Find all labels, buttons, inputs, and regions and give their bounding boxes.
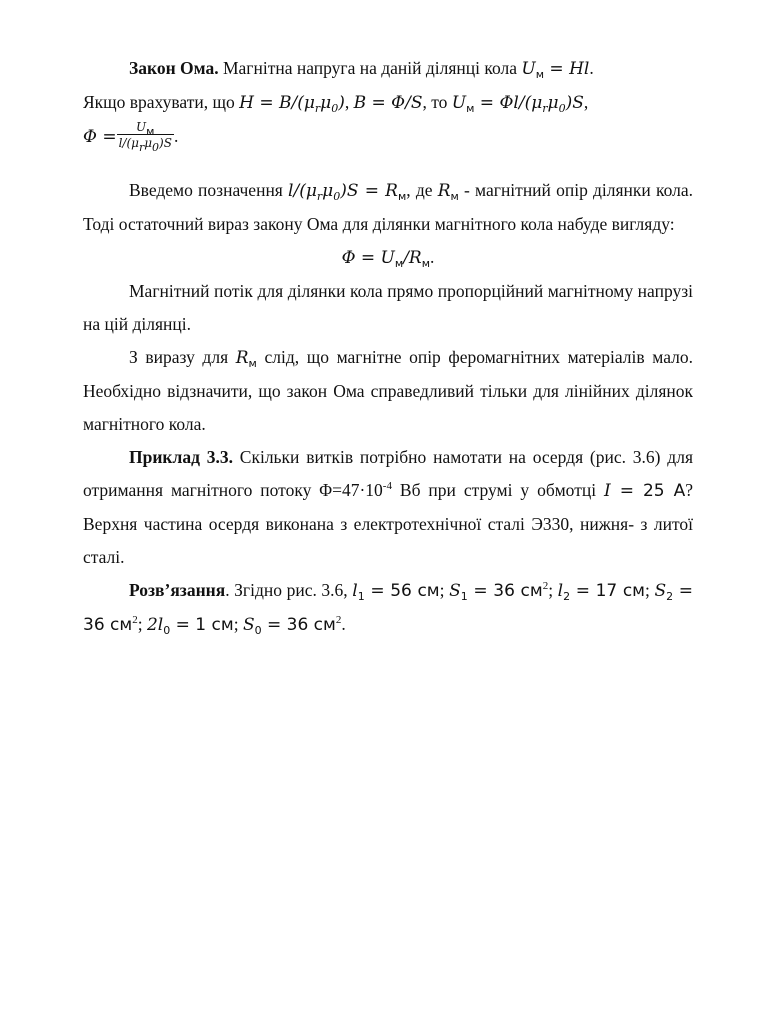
value-l2: $l_2 = 17$ см [557, 581, 646, 603]
ohm-law-title: Закон Ома. [129, 58, 219, 78]
text-run: Введемо позначення [129, 180, 289, 200]
formula-Rm: $l/(\mu_r\mu_0)S = R_м$ [288, 181, 407, 203]
formula-lhs: Φ = [83, 127, 117, 147]
fraction [117, 120, 174, 155]
fraction-numerator: $U_м$ [117, 120, 174, 135]
solution-paragraph: Розв’язання. Згідно рис. 3.6, $l_1 = 56$ см; $S_1 = 36$ $см^2$; $l_2 = 17$ см; $S_2 = 36$ $см^2$; $2l_0 = 1$ см; $S_0 = 36$ $см^2$. [83, 580, 694, 637]
value-S2: $S_2 = 36$ см [83, 581, 694, 635]
formula-Um: $U_м = Hl$ [521, 59, 590, 81]
value-2l0: $2l_0 = 1$ см [146, 615, 234, 637]
text-run: , де [406, 180, 438, 200]
text-run: Якщо врахувати, що [83, 92, 240, 112]
value-S1: $S_1 = 36$ см [449, 581, 543, 603]
document-page [83, 52, 693, 642]
text-run: Вб при струмі у обмотці [391, 480, 605, 500]
text-run: . [173, 126, 179, 146]
flux-paragraph: Магнітний потік для ділянки кола прямо пропорційний магнітному напрузі на цій ділянці. [83, 281, 693, 334]
formula-B: B = Φ/S [353, 93, 423, 113]
formula-Um-phi: $U_м = \Phi l/(\mu_r\mu_0)S$ [451, 93, 584, 115]
example-paragraph [83, 441, 693, 574]
text-run: , то [422, 92, 452, 112]
example-title: Приклад 3.3. [129, 447, 233, 467]
ohm-law-paragraph [83, 52, 693, 120]
formula-phi-fraction [83, 120, 693, 174]
formula-H: $H = B/(\mu_r\mu_0)$ [239, 93, 345, 115]
text-run: , [344, 92, 354, 112]
text-run: слід, що магнітне опір феромагнітних матеріалів мало. Необхідно відзначити, що закон Ома справедливий тільки для лінійних ділянок магнітного кола. [83, 347, 693, 434]
text-run: З виразу для [129, 347, 236, 367]
text-run: . Згідно рис. 3.6, [225, 580, 353, 600]
definition-paragraph [83, 174, 693, 241]
text-run: Магнітна напруга на даній ділянці кола [218, 58, 522, 78]
text-run: - магнітний опір ділянки кола. Тоді остаточний вираз закону Ома для ділянки магнітного кола набуде вигляду: [83, 180, 693, 234]
formula-current: I = 25 А [604, 481, 686, 501]
text-run: Скільки витків потрібно намотати на осердя (рис. 3.6) для отримання магнітного потоку Φ=47·10 [83, 447, 693, 500]
resistance-paragraph [83, 341, 693, 441]
text-run: ? Верхня частина осердя виконана з електротехнічної сталі Э330, нижня- з литої сталі. [83, 480, 693, 567]
formula-main: $\Phi = U_м/R_м$. [341, 247, 435, 270]
symbol-Rm: $R_м$ [235, 348, 257, 370]
symbol-Rm: $R_м$ [437, 181, 459, 203]
solution-title: Розв’язання [129, 580, 226, 600]
fraction-denominator: $l/(\mu_r\mu_0)S$ [118, 136, 172, 155]
value-S0: $S_0 = 36$ см [242, 615, 336, 637]
exponent: -4 [382, 480, 392, 492]
text-run: , [583, 92, 589, 112]
text-run: . [589, 58, 594, 78]
value-l1: $l_1 = 56$ см [352, 581, 440, 603]
